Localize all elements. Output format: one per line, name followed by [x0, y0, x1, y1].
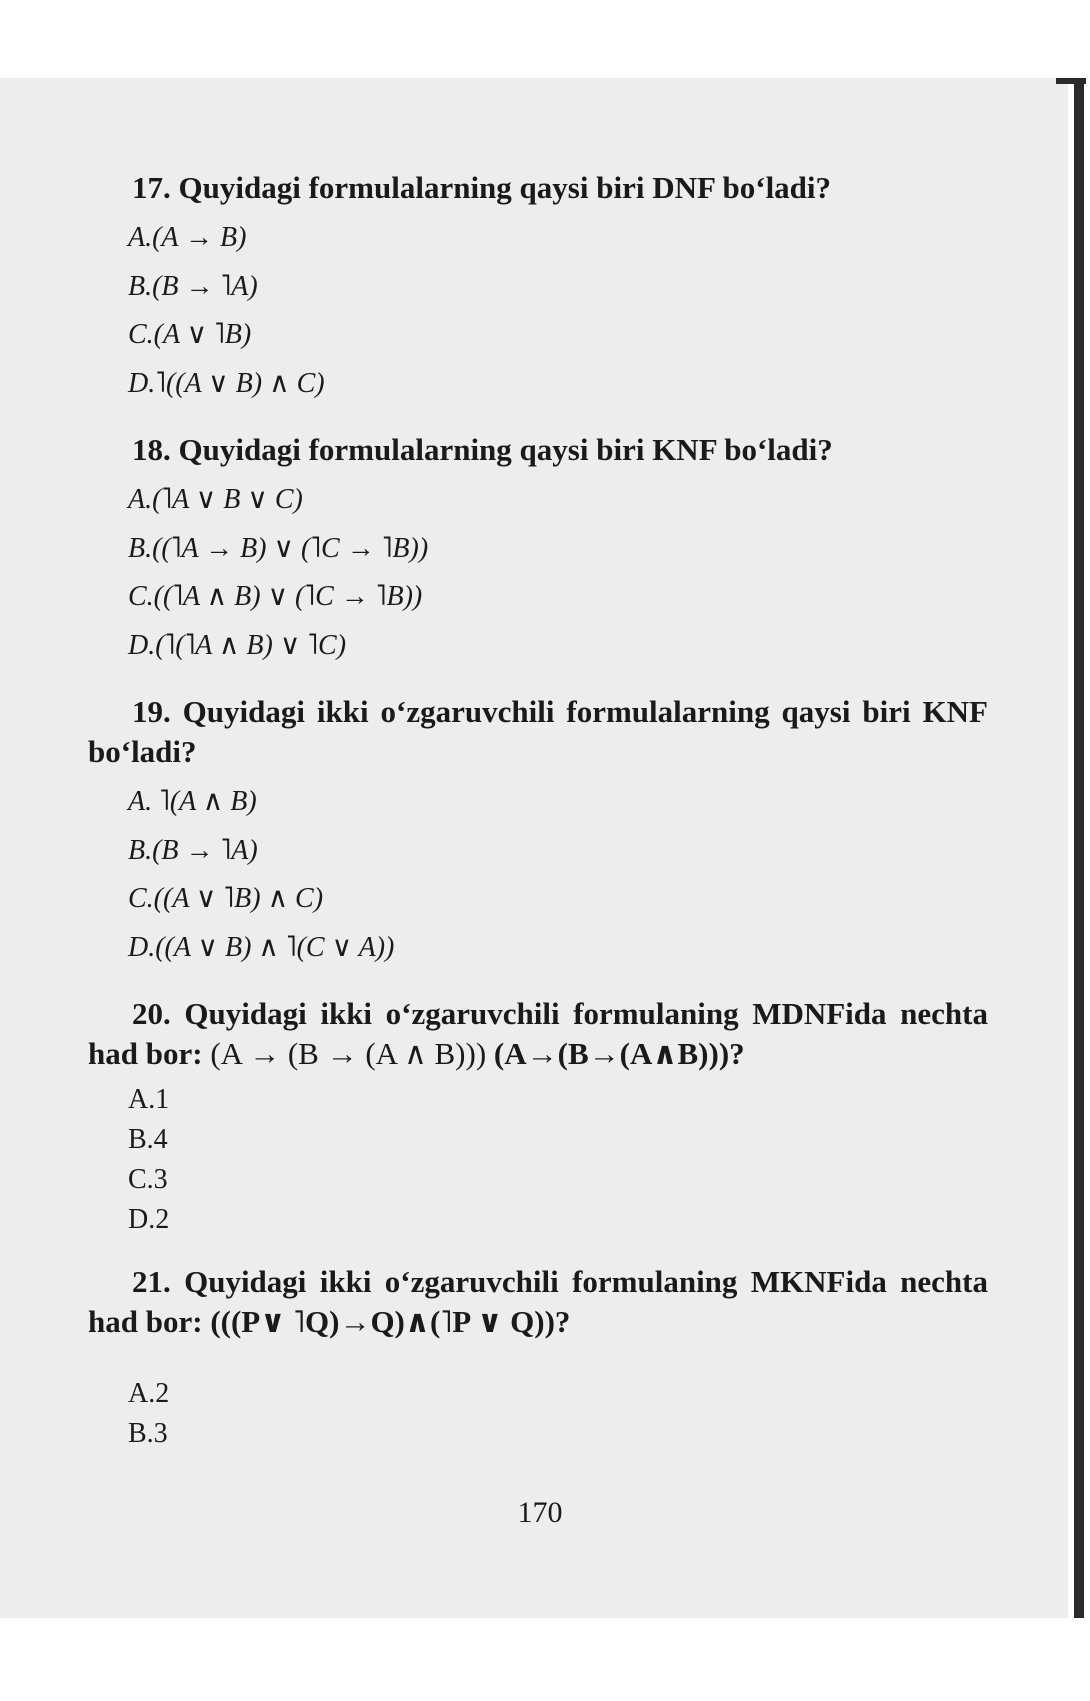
- question-title: 18. Quyidagi formulalarning qaysi biri KNF bo‘ladi?: [132, 432, 833, 467]
- option-b: B.((˥A → B) ∨ (˥C → ˥B)): [128, 532, 429, 564]
- option-c: C.(A ∨ ˥B): [128, 319, 252, 350]
- question-heading: [88, 994, 988, 1074]
- page-content: [88, 168, 988, 1476]
- option-c: C.3: [128, 1164, 168, 1195]
- question-21: [88, 1262, 988, 1454]
- question-title: 17. Quyidagi formulalarning qaysi biri DNF bo‘ladi?: [132, 170, 832, 205]
- question-formula: (((P∨ ˥Q)→Q)∧(˥P ∨ Q))?: [210, 1304, 571, 1339]
- question-18: [88, 430, 988, 670]
- option-a: A.1: [128, 1084, 170, 1115]
- option-d: D.2: [128, 1204, 170, 1235]
- option-list: [88, 214, 988, 408]
- option-list: [88, 1374, 988, 1454]
- option-d: D.(˥(˥A ∧ B) ∨ ˥C): [128, 629, 347, 661]
- question-title: 20. Quyidagi ikki o‘zgaruvchili formulaning MDNFida nechta had bor:: [88, 996, 988, 1071]
- binding-edge: [1074, 78, 1084, 1618]
- option-a: A.(˥A ∨ B ∨ C): [128, 484, 303, 515]
- question-19: [88, 692, 988, 972]
- question-title: 21. Quyidagi ikki o‘zgaruvchili formulaning MKNFida nechta had bor:: [88, 1264, 988, 1339]
- option-c: C.((A ∨ ˥B) ∧ C): [128, 883, 324, 914]
- option-d: D.((A ∨ B) ∧ ˥(C ∨ A)): [128, 931, 395, 963]
- option-b: B.(B → ˥A): [128, 270, 258, 302]
- page-number: 170: [517, 1496, 563, 1529]
- question-formula-plain: (A → (B → (A ∧ B))): [210, 1036, 487, 1071]
- option-list: [88, 1080, 988, 1240]
- question-20: [88, 994, 988, 1240]
- option-a: A.2: [128, 1378, 170, 1409]
- option-list: [88, 476, 988, 670]
- option-list: [88, 778, 988, 972]
- question-title: 19. Quyidagi ikki o‘zgaruvchili formulalarning qaysi biri KNF bo‘ladi?: [88, 694, 988, 769]
- option-b: B.(B → ˥A): [128, 834, 258, 866]
- option-d: D.˥((A ∨ B) ∧ C): [128, 367, 325, 399]
- spacer: [88, 1348, 988, 1374]
- question-formula: (A→(B→(A∧B)))?: [493, 1036, 745, 1071]
- option-a: A.(A → B): [128, 222, 247, 253]
- option-a: A. ˥(A ∧ B): [128, 786, 257, 817]
- option-b: B.4: [128, 1124, 168, 1155]
- option-b: B.3: [128, 1418, 168, 1449]
- question-heading: [88, 1262, 988, 1342]
- option-c: C.((˥A ∧ B) ∨ (˥C → ˥B)): [128, 581, 423, 612]
- question-17: [88, 168, 988, 408]
